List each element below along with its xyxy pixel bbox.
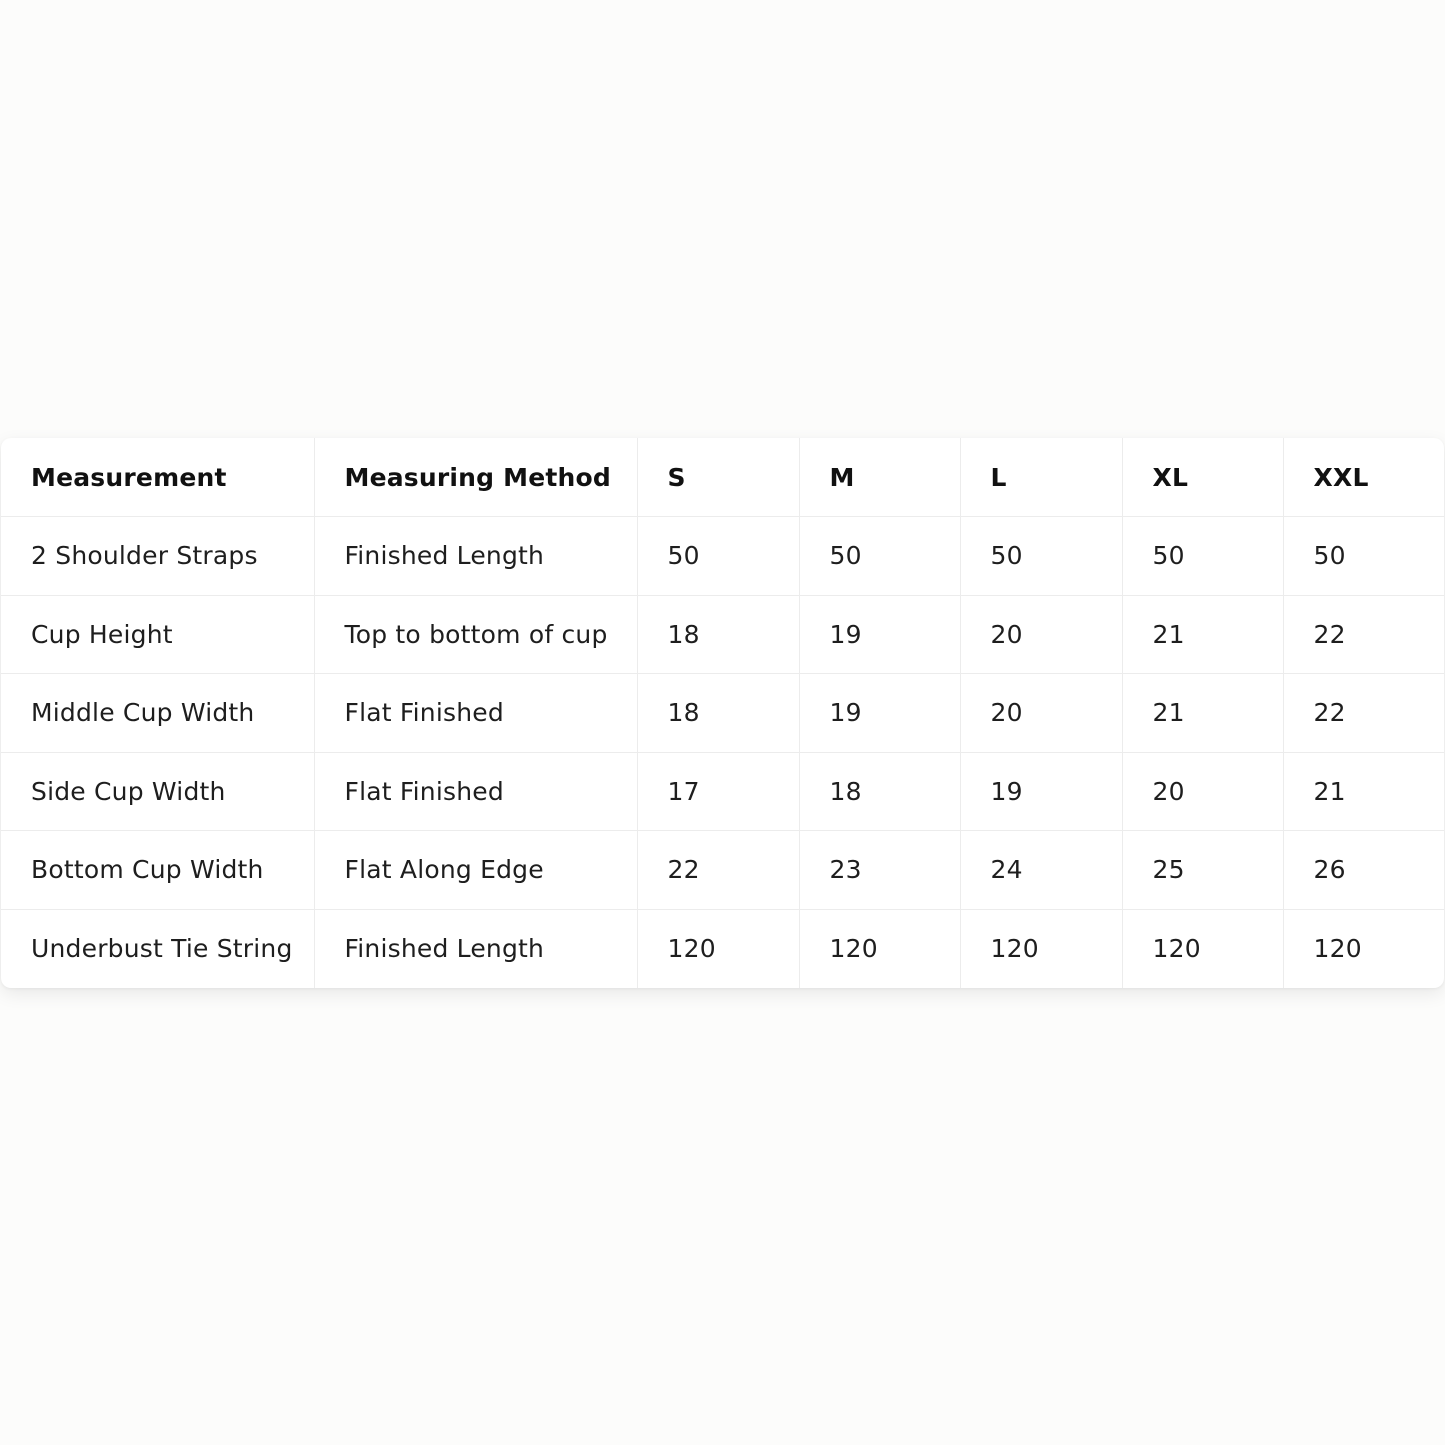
cell-size-s: 17 bbox=[637, 752, 799, 831]
table-row bbox=[1, 752, 1444, 831]
header-measuring-method: Measuring Method bbox=[314, 438, 637, 517]
cell-size-s: 18 bbox=[637, 674, 799, 753]
cell-size-l: 20 bbox=[960, 674, 1122, 753]
cell-size-xxl: 120 bbox=[1313, 934, 1362, 963]
cell-size-xl: 50 bbox=[1122, 517, 1283, 596]
cell-measurement: Middle Cup Width bbox=[1, 674, 314, 753]
cell-measurement: Bottom Cup Width bbox=[1, 831, 314, 910]
cell-size-xl: 120 bbox=[1122, 909, 1283, 988]
table-row bbox=[1, 909, 1444, 988]
cell-method: Flat Finished bbox=[314, 674, 637, 753]
cell-size-m: 18 bbox=[799, 752, 960, 831]
cell-size-l: 120 bbox=[960, 909, 1122, 988]
cell-measurement: Underbust Tie String bbox=[1, 909, 314, 988]
cell-size-s: 22 bbox=[637, 831, 799, 910]
cell-method: Flat Finished bbox=[314, 752, 637, 831]
cell-size-l: 19 bbox=[960, 752, 1122, 831]
cell-measurement: Cup Height bbox=[1, 595, 314, 674]
table-row bbox=[1, 595, 1444, 674]
cell-size-xxl: 22 bbox=[1283, 595, 1444, 674]
size-chart-table bbox=[1, 438, 1444, 988]
table-row bbox=[1, 517, 1444, 596]
cell-size-m: 19 bbox=[799, 674, 960, 753]
header-size-m: M bbox=[799, 438, 960, 517]
cell-size-s: 120 bbox=[637, 909, 799, 988]
cell-size-xxl: 21 bbox=[1283, 752, 1444, 831]
table-row bbox=[1, 674, 1444, 753]
cell-method: Finished Length bbox=[314, 909, 637, 988]
cell-size-xxl: 26 bbox=[1283, 831, 1444, 910]
table-header-row bbox=[1, 438, 1444, 517]
cell-size-xl: 25 bbox=[1122, 831, 1283, 910]
cell-size-m: 23 bbox=[799, 831, 960, 910]
cell-size-l: 24 bbox=[960, 831, 1122, 910]
cell-size-xxl: 50 bbox=[1283, 517, 1444, 596]
cell-size-xl: 21 bbox=[1122, 595, 1283, 674]
cell-size-l: 20 bbox=[960, 595, 1122, 674]
cell-size-m: 120 bbox=[799, 909, 960, 988]
header-size-l: L bbox=[960, 438, 1122, 517]
cell-size-m: 50 bbox=[799, 517, 960, 596]
header-size-xxl: XXL bbox=[1283, 438, 1444, 517]
cell-size-s: 50 bbox=[637, 517, 799, 596]
cell-method: Flat Along Edge bbox=[314, 831, 637, 910]
size-chart-card bbox=[1, 438, 1444, 988]
cell-size-xl: 21 bbox=[1122, 674, 1283, 753]
cell-measurement: Side Cup Width bbox=[1, 752, 314, 831]
table-row bbox=[1, 831, 1444, 910]
header-size-xl: XL bbox=[1122, 438, 1283, 517]
cell-method: Finished Length bbox=[314, 517, 637, 596]
cell-measurement: 2 Shoulder Straps bbox=[1, 517, 314, 596]
cell-size-s: 18 bbox=[637, 595, 799, 674]
header-size-s: S bbox=[637, 438, 799, 517]
cell-size-xxl: 22 bbox=[1283, 674, 1444, 753]
cell-size-l: 50 bbox=[960, 517, 1122, 596]
cell-size-xl: 20 bbox=[1122, 752, 1283, 831]
cell-size-m: 19 bbox=[799, 595, 960, 674]
cell-method: Top to bottom of cup bbox=[314, 595, 637, 674]
header-measurement: Measurement bbox=[1, 438, 314, 517]
